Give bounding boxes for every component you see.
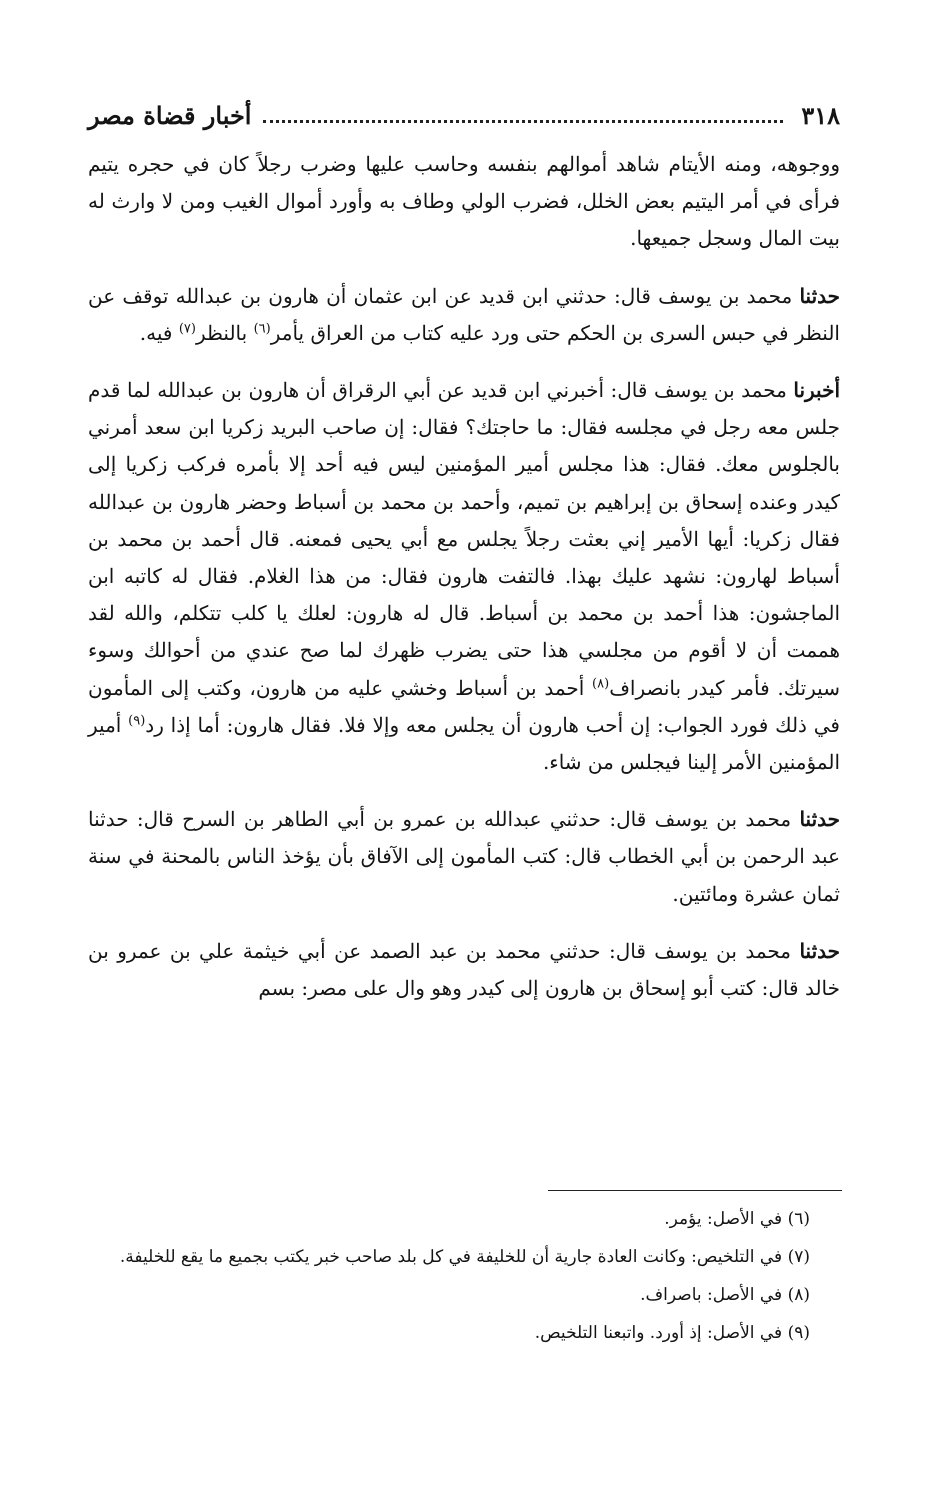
paragraph-text: محمد بن يوسف قال: حدثني محمد بن عبد الصمد عن أبي خيثمة علي بن عمرو بن خالد قال: كتب أبو إسحاق بن هارون إلى كيدر وهو وال على مصر: بسم (88, 938, 840, 1001)
paragraph-lead: أخبرنا (793, 378, 840, 403)
footnote-ref: (٨) (592, 675, 610, 691)
body-text (88, 146, 840, 1027)
footnote: (٧) في التلخيص: وكانت العادة جارية أن للخليفة في كل بلد صاحب خبر يكتب بجميع ما يقع للخليفة. (119, 1247, 810, 1267)
paragraph (88, 933, 840, 1007)
footnote-ref: (٦) (253, 321, 271, 337)
page-header (88, 88, 840, 142)
paragraph-text: فيه. (139, 320, 179, 345)
paragraph-text: أمير المؤمنين الأمر إلينا فيجلس من شاء. (88, 712, 840, 775)
footnote-ref: (٩) (128, 713, 146, 729)
footnotes (88, 1204, 810, 1356)
paragraph-text: أحمد بن أسباط وخشي عليه من هارون، وكتب إلى المأمون في ذلك فورد الجواب: إن أحب هارون أن يجلس معه وإلا فلا. فقال هارون: أما إذا رد (88, 675, 840, 737)
paragraph-text: محمد بن يوسف قال: أخبرني ابن قديد عن أبي الرقراق أن هارون بن عبدالله لما قدم جلس معه رجل في مجلسه فقال: ما حاجتك؟ فقال: إن صاحب البريد زكريا ابن سعد أمرني بالجلوس معك. فقال: هذا مجلس أمير المؤمنين ليس فيه أحد إلا بأمره فركب زكريا إلى كيدر وعنده إسحاق بن إبراهيم بن تميم، وأحمد بن محمد بن أسباط وحضر هارون بن عبدالله فقال زكريا: أيها الأمير إني بعثت رجلاً يجلس مع أبي يحيى فمعنه. قال أحمد بن محمد بن أسباط لهارون: نشهد عليك بهذا. فالتفت هارون فقال: من هذا الغلام. فقال له كاتبه ابن الماجشون: هذا أحمد بن محمد بن أسباط. قال له هارون: لعلك يا كلب تتكلم، والله لقد هممت أن لا أقوم من مجلسي هذا حتى يضرب ظهرك لما صح عندي من أحوالك وسوء سيرتك. فأمر كيدر بانصراف (88, 378, 841, 700)
paragraph-lead: حدثنا (799, 283, 840, 308)
paragraph (88, 278, 840, 352)
dotted-leader (263, 120, 783, 123)
paragraph-text: محمد بن يوسف قال: حدثني عبدالله بن عمرو بن أبي الطاهر بن السرح قال: حدثنا عبد الرحمن بن أبي الخطاب قال: كتب المأمون إلى الآفاق بأن يؤخذ الناس بالمحنة في سنة ثمان عشرة ومائتين. (88, 807, 840, 906)
paragraph (88, 372, 840, 781)
footnote-divider (548, 1190, 842, 1191)
paragraph-text: بالنظر (195, 320, 254, 345)
paragraph (88, 801, 840, 913)
footnote: (٦) في الأصل: يؤمر. (664, 1209, 810, 1229)
paragraph (88, 146, 840, 258)
footnote: (٩) في الأصل: إذ أورد. واتبعنا التلخيص. (534, 1323, 810, 1343)
paragraph-lead: حدثنا (799, 938, 840, 963)
paragraph-text: ووجوهه، ومنه الأيتام شاهد أموالهم بنفسه وحاسب عليها وضرب رجلاً كان في حجره يتيم فرأى في أمر اليتيم بعض الخلل، فضرب الولي وطاف به وأورد أموال الغيب ومن لا وارث له بيت المال وسجل جميعها. (88, 152, 840, 251)
footnote-ref: (٧) (178, 321, 196, 337)
paragraph-text: محمد بن يوسف قال: حدثني ابن قديد عن ابن عثمان أن هارون بن عبدالله توقف عن النظر في حبس السرى بن الحكم حتى ورد عليه كتاب من العراق يأمر (88, 283, 840, 345)
paragraph-lead: حدثنا (799, 807, 841, 832)
running-title: أخبار قضاة مصر (88, 100, 252, 130)
page-number: ٣١٨ (801, 100, 840, 130)
footnote: (٨) في الأصل: باصراف. (640, 1285, 810, 1305)
